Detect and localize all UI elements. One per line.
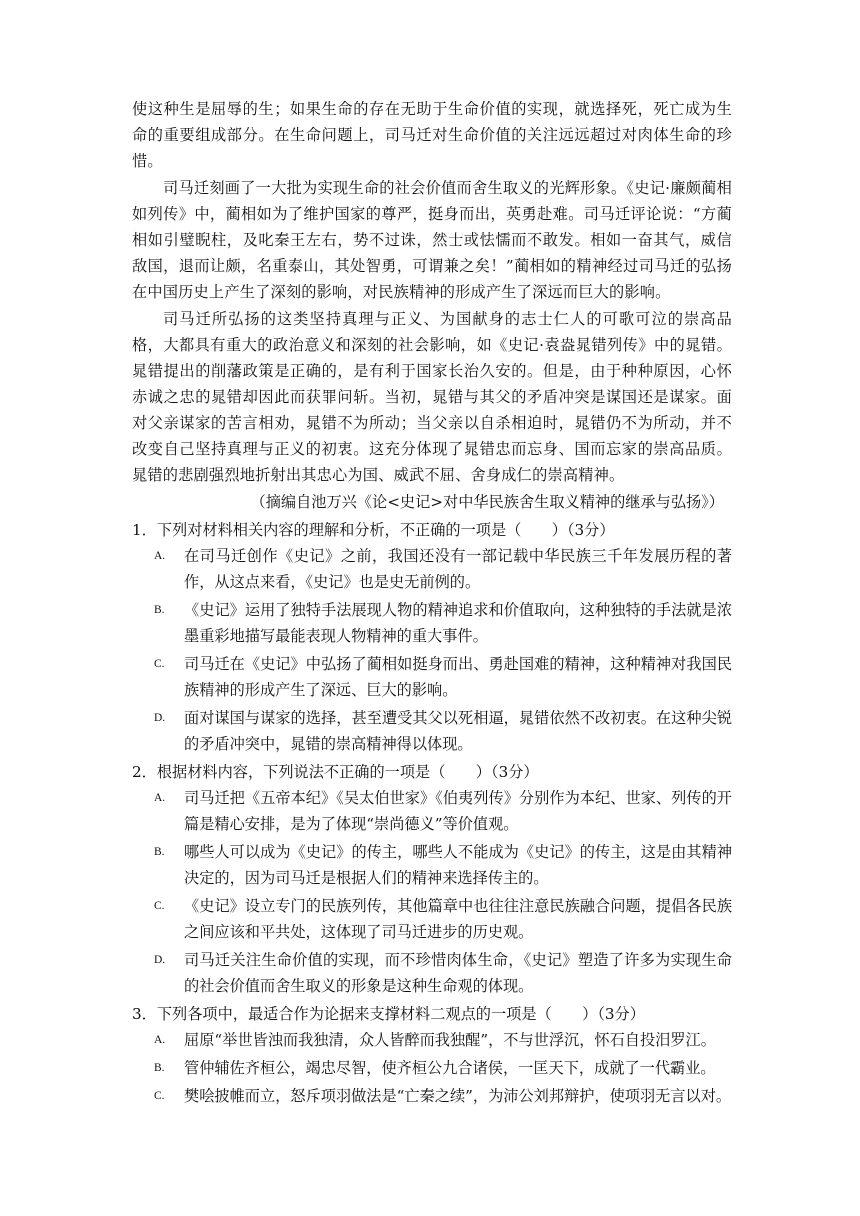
question-1 [132,517,732,757]
option-letter: A. [154,792,166,804]
option-a [132,785,732,837]
question-stem: 3．下列各项中，最适合作为论据来支撑材料二观点的一项是（ ）（3分） [132,1005,645,1023]
question-stem: 1．下列对材料相关内容的理解和分析，不正确的一项是（ ）（3分） [132,521,615,539]
option-b [132,839,732,891]
option-letter: D. [154,954,166,966]
option-text: 在司马迁创作《史记》之前，我国还没有一部记载中华民族三千年发展历程的著作，从这点来看，《史记》也是史无前例的。 [184,547,732,591]
passage-paragraph: 使这种生是屈辱的生；如果生命的存在无助于生命价值的实现，就选择死，死亡成为生命的重要组成部分。在生命问题上，司马迁对生命价值的关注远远超过对肉体生命的珍惜。 [132,100,732,170]
option-letter: A. [154,550,166,562]
option-letter: B. [154,1062,165,1074]
option-a [132,1027,732,1053]
option-letter: D. [154,712,166,724]
option-text: 哪些人可以成为《史记》的传主，哪些人不能成为《史记》的传主，这是由其精神决定的，因为司马迁是根据人们的精神来选择传主的。 [184,843,732,887]
option-b [132,597,732,649]
option-letter: B. [154,604,165,616]
option-letter: C. [154,1090,165,1102]
passage-source: （摘编自池万兴《论<史记>对中华民族舍生取义精神的继承与弘扬》） [250,493,724,511]
option-c [132,893,732,945]
option-a [132,543,732,595]
question-3 [132,1001,732,1109]
passage-paragraph: 司马迁所弘扬的这类坚持真理与正义、为国献身的志士仁人的可歌可泣的崇高品格，大都具有重大的政治意义和深刻的社会影响，如《史记·袁盎晁错列传》中的晁错。晁错提出的削藩政策是正确的，是有利于国家长治久安的。但是，由于种种原因，心怀赤诚之忠的晁错却因此而获罪问斩。当初，晁错与其父的矛盾冲突是谋国还是谋家。面对父亲谋家的苦言相劝，晁错不为所动；当父亲以自杀相迫时，晁错仍不为所动，并不改变自己坚持真理与正义的初衷。这充分体现了晁错忠而忘身、国而忘家的崇高品质。晁错的悲剧强烈地折射出其忠心为国、威武不屈、舍身成仁的崇高精神。 [132,310,732,484]
option-c [132,651,732,703]
option-text: 司马迁关注生命价值的实现，而不珍惜肉体生命，《史记》塑造了许多为实现生命的社会价值而舍生取义的形象是这种生命观的体现。 [184,951,732,995]
option-text: 《史记》设立专门的民族列传，其他篇章中也往往注意民族融合问题，提倡各民族之间应该和平共处，这体现了司马迁进步的历史观。 [184,897,732,941]
option-text: 面对谋国与谋家的选择，甚至遭受其父以死相逼，晁错依然不改初衷。在这种尖锐的矛盾冲突中，晁错的崇高精神得以体现。 [184,709,732,753]
option-text: 司马迁在《史记》中弘扬了蔺相如挺身而出、勇赴国难的精神，这种精神对我国民族精神的形成产生了深远、巨大的影响。 [184,655,732,699]
option-text: 司马迁把《五帝本纪》《吴太伯世家》《伯夷列传》分别作为本纪、世家、列传的开篇是精心安排，是为了体现“崇尚德义”等价值观。 [184,789,732,833]
option-letter: C. [154,900,165,912]
option-d [132,705,732,757]
option-letter: C. [154,658,165,670]
option-text: 管仲辅佐齐桓公，竭忠尽智，使齐桓公九合诸侯，一匡天下，成就了一代霸业。 [184,1059,716,1077]
option-c [132,1083,732,1109]
page-content [132,96,732,1111]
passage-paragraph: 司马迁刻画了一大批为实现生命的社会价值而舍生取义的光辉形象。《史记·廉颇蔺相如列传》中，蔺相如为了维护国家的尊严，挺身而出，英勇赴难。司马迁评论说：“方蔺相如引璧睨柱，及叱秦王左右，势不过诛，然士或怯懦而不敢发。相如一奋其气，威信敌国，退而让颇，名重泰山，其处智勇，可谓兼之矣！”蔺相如的精神经过司马迁的弘扬在中国历史上产生了深刻的影响，对民族精神的形成产生了深远而巨大的影响。 [132,179,732,301]
option-text: 屈原“举世皆浊而我独清，众人皆醉而我独醒”，不与世浮沉，怀石自投汨罗江。 [184,1031,716,1049]
option-letter: A. [154,1034,166,1046]
option-text: 樊哙披帷而立，怒斥项羽做法是“亡秦之续”，为沛公刘邦辩护，使项羽无言以对。 [184,1087,732,1105]
option-letter: B. [154,846,165,858]
option-text: 《史记》运用了独特手法展现人物的精神追求和价值取向，这种独特的手法就是浓墨重彩地描写最能表现人物精神的重大事件。 [184,601,732,645]
option-d [132,947,732,999]
option-b [132,1055,732,1081]
question-2 [132,759,732,999]
question-stem: 2．根据材料内容，下列说法不正确的一项是（ ）（3分） [132,763,539,781]
